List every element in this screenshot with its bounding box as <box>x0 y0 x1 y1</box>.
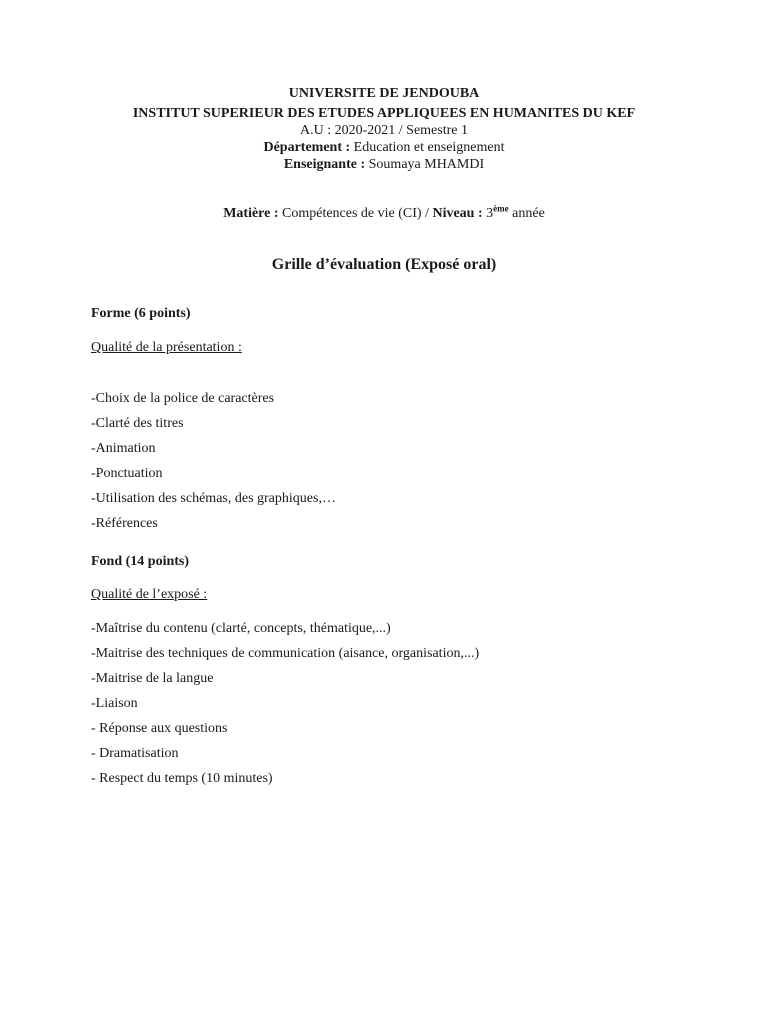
level-label: Niveau : <box>432 206 483 221</box>
list-item: -Liaison <box>91 696 138 711</box>
fond-heading: Fond (14 points) <box>91 554 190 569</box>
forme-heading: Forme (6 points) <box>91 306 191 321</box>
list-item: - Dramatisation <box>91 746 179 761</box>
level-number: 3 <box>486 206 494 221</box>
fond-subheading: Qualité de l’exposé : <box>91 587 208 602</box>
institute-name: INSTITUT SUPERIEUR DES ETUDES APPLIQUEES EN HUMANITES DU KEF <box>132 106 636 121</box>
semester: Semestre 1 <box>406 123 468 138</box>
list-item: -Maîtrise du contenu (clarté, concepts, thématique,...) <box>91 621 391 636</box>
academic-year: A.U : 2020-2021 <box>300 123 396 138</box>
teacher-label: Enseignante : <box>283 157 366 172</box>
academic-year-line <box>0 123 768 139</box>
subject-line <box>0 203 768 222</box>
department-value: Education et enseignement <box>353 140 505 155</box>
list-item: -Clarté des titres <box>91 416 184 431</box>
page-title: Grille d’évaluation (Exposé oral) <box>271 256 497 273</box>
university-name: UNIVERSITE DE JENDOUBA <box>288 86 480 101</box>
academic-year-separator: / <box>395 123 407 138</box>
forme-subheading: Qualité de la présentation : <box>91 340 242 355</box>
list-item: -Références <box>91 516 158 531</box>
list-item: -Choix de la police de caractères <box>91 391 275 406</box>
list-item: -Ponctuation <box>91 466 163 481</box>
list-item: -Animation <box>91 441 156 456</box>
list-item: -Maitrise des techniques de communication (aisance, organisation,...) <box>91 646 480 661</box>
department-line <box>0 140 768 156</box>
department-label: Département : <box>263 140 351 155</box>
list-item: - Respect du temps (10 minutes) <box>91 771 273 786</box>
subject-label: Matière : <box>223 206 279 221</box>
level-superscript: ème <box>493 203 509 214</box>
subject-value: Compétences de vie (CI) / <box>282 206 429 221</box>
level-suffix: année <box>512 206 545 221</box>
teacher-line <box>0 157 768 173</box>
list-item: - Réponse aux questions <box>91 721 228 736</box>
list-item: -Maitrise de la langue <box>91 671 214 686</box>
list-item: -Utilisation des schémas, des graphiques,… <box>91 491 336 506</box>
teacher-value: Soumaya MHAMDI <box>368 157 485 172</box>
